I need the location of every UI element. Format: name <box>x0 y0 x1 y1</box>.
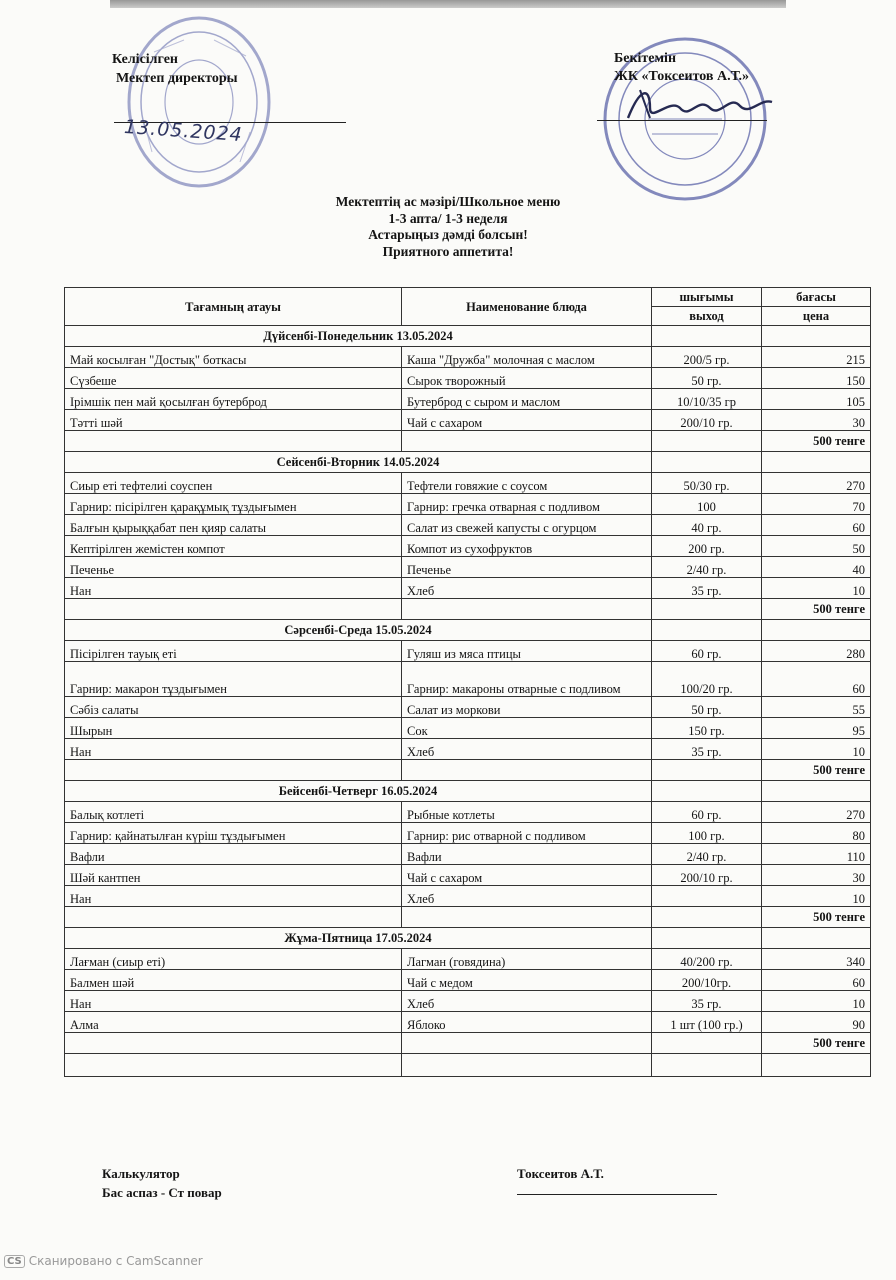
dish-yield <box>652 886 762 907</box>
table-row <box>65 970 871 991</box>
header-price-ru: цена <box>762 307 871 326</box>
handwritten-date: 13.05.2024 <box>123 115 244 147</box>
dish-price: 30 <box>762 865 871 886</box>
signature-icon <box>620 78 780 138</box>
dish-price: 60 <box>762 970 871 991</box>
dish-price: 30 <box>762 410 871 431</box>
dish-name-ru: Хлеб <box>402 886 652 907</box>
dish-price: 110 <box>762 844 871 865</box>
dish-price: 10 <box>762 886 871 907</box>
director-label: Мектеп директоры <box>116 71 238 86</box>
day-total: 500 тенге <box>762 1033 871 1054</box>
day-empty-yield <box>652 781 762 802</box>
dish-yield: 10/10/35 гр <box>652 389 762 410</box>
footer-signatory <box>517 1164 604 1183</box>
total-row <box>65 760 871 781</box>
dish-name-kz: Балмен шәй <box>65 970 402 991</box>
total-empty-kz <box>65 760 402 781</box>
chef-label: Бас аспаз - Ст повар <box>102 1185 222 1200</box>
dish-name-kz: Вафли <box>65 844 402 865</box>
dish-name-ru: Гарнир: рис отварной с подливом <box>402 823 652 844</box>
dish-name-kz: Шәй кантпен <box>65 865 402 886</box>
total-empty-kz <box>65 907 402 928</box>
menu-body <box>65 326 871 1077</box>
dish-name-kz: Алма <box>65 1012 402 1033</box>
dish-name-kz: Пісірілген тауық еті <box>65 641 402 662</box>
dish-name-kz: Нан <box>65 991 402 1012</box>
dish-name-kz: Тәтті шәй <box>65 410 402 431</box>
total-row <box>65 599 871 620</box>
dish-yield: 50/30 гр. <box>652 473 762 494</box>
total-empty-kz <box>65 1033 402 1054</box>
dish-price: 55 <box>762 697 871 718</box>
total-empty-yield <box>652 1033 762 1054</box>
table-row <box>65 739 871 760</box>
header-dish-kz: Тағамның атауы <box>65 288 402 326</box>
header-price-kz: бағасы <box>762 288 871 307</box>
dish-yield: 50 гр. <box>652 697 762 718</box>
dish-price: 50 <box>762 536 871 557</box>
table-row <box>65 662 871 697</box>
scanner-text: Сканировано с CamScanner <box>28 1254 203 1268</box>
dish-name-kz: Печенье <box>65 557 402 578</box>
total-empty-ru <box>402 599 652 620</box>
school-stamp-icon <box>124 12 274 192</box>
table-row <box>65 697 871 718</box>
dish-yield: 60 гр. <box>652 802 762 823</box>
day-empty-price <box>762 326 871 347</box>
day-row <box>65 620 871 641</box>
total-empty-ru <box>402 431 652 452</box>
scanner-watermark <box>4 1254 203 1268</box>
dish-name-ru: Хлеб <box>402 991 652 1012</box>
table-row <box>65 347 871 368</box>
dish-price: 215 <box>762 347 871 368</box>
total-row <box>65 431 871 452</box>
day-total: 500 тенге <box>762 760 871 781</box>
day-row <box>65 452 871 473</box>
table-row <box>65 536 871 557</box>
dish-yield: 50 гр. <box>652 368 762 389</box>
dish-price: 60 <box>762 515 871 536</box>
menu-table <box>64 287 871 1077</box>
dish-yield: 200/10 гр. <box>652 410 762 431</box>
dish-yield: 200/10 гр. <box>652 865 762 886</box>
dish-price: 10 <box>762 991 871 1012</box>
table-row <box>65 410 871 431</box>
dish-yield: 150 гр. <box>652 718 762 739</box>
calculator-label: Калькулятор <box>102 1166 180 1181</box>
dish-name-ru: Салат из моркови <box>402 697 652 718</box>
title-line-1: Мектептің ас мәзірі/Школьное меню <box>335 194 561 209</box>
dish-name-ru: Печенье <box>402 557 652 578</box>
dish-name-ru: Компот из сухофруктов <box>402 536 652 557</box>
header-yield-kz: шығымы <box>652 288 762 307</box>
table-row <box>65 949 871 970</box>
table-row <box>65 389 871 410</box>
dish-yield: 2/40 гр. <box>652 844 762 865</box>
dish-name-kz: Гарнир: қайнатылған күріш тұздығымен <box>65 823 402 844</box>
dish-price: 90 <box>762 1012 871 1033</box>
header-dish-ru: Наименование блюда <box>402 288 652 326</box>
title-line-4: Приятного аппетита! <box>382 243 514 259</box>
table-row <box>65 1012 871 1033</box>
dish-name-kz: Балық котлеті <box>65 802 402 823</box>
day-label: Дүйсенбі-Понедельник 13.05.2024 <box>65 326 652 347</box>
entrepreneur-label: ЖК «Токсеитов А.Т.» <box>614 69 750 84</box>
dish-name-ru: Салат из свежей капусты с огурцом <box>402 515 652 536</box>
empty-cell <box>65 1054 402 1077</box>
dish-name-ru: Лагман (говядина) <box>402 949 652 970</box>
day-label: Сәрсенбі-Среда 15.05.2024 <box>65 620 652 641</box>
dish-yield: 1 шт (100 гр.) <box>652 1012 762 1033</box>
dish-name-kz: Шырын <box>65 718 402 739</box>
dish-yield: 35 гр. <box>652 578 762 599</box>
table-row <box>65 368 871 389</box>
dish-name-ru: Сок <box>402 718 652 739</box>
day-total: 500 тенге <box>762 431 871 452</box>
day-row <box>65 928 871 949</box>
dish-yield: 60 гр. <box>652 641 762 662</box>
total-empty-yield <box>652 760 762 781</box>
scan-edge <box>110 0 786 8</box>
dish-name-kz: Кептірілген жемістен компот <box>65 536 402 557</box>
dish-name-kz: Сәбіз салаты <box>65 697 402 718</box>
total-empty-kz <box>65 431 402 452</box>
dish-yield: 100 гр. <box>652 823 762 844</box>
table-row <box>65 718 871 739</box>
approval-block <box>112 50 238 88</box>
title-line-3: Астарыңыз дәмді болсын! <box>368 227 528 242</box>
dish-name-ru: Яблоко <box>402 1012 652 1033</box>
title-line-2: 1-3 апта/ 1-3 неделя <box>388 210 508 226</box>
table-row <box>65 844 871 865</box>
dish-yield: 200 гр. <box>652 536 762 557</box>
dish-price: 10 <box>762 739 871 760</box>
table-row <box>65 515 871 536</box>
dish-name-ru: Хлеб <box>402 578 652 599</box>
dish-price: 105 <box>762 389 871 410</box>
dish-yield: 35 гр. <box>652 991 762 1012</box>
day-empty-yield <box>652 326 762 347</box>
dish-name-kz: Нан <box>65 739 402 760</box>
dish-name-ru: Сырок творожный <box>402 368 652 389</box>
dish-name-kz: Балғын қырыққабат пен қияр салаты <box>65 515 402 536</box>
total-empty-ru <box>402 1033 652 1054</box>
dish-name-kz: Ірімшік пен май қосылған бутерброд <box>65 389 402 410</box>
dish-price: 60 <box>762 662 871 697</box>
day-empty-yield <box>652 452 762 473</box>
dish-name-kz: Гарнир: пісірілген қарақұмық тұздығымен <box>65 494 402 515</box>
dish-yield: 200/10гр. <box>652 970 762 991</box>
dish-yield: 100/20 гр. <box>652 662 762 697</box>
dish-name-kz: Сиыр еті тефтелиі соуспен <box>65 473 402 494</box>
empty-cell <box>402 1054 652 1077</box>
table-row <box>65 991 871 1012</box>
table-row <box>65 473 871 494</box>
dish-name-kz: Нан <box>65 578 402 599</box>
table-row <box>65 823 871 844</box>
dish-price: 95 <box>762 718 871 739</box>
dish-name-ru: Каша "Дружба" молочная с маслом <box>402 347 652 368</box>
day-empty-price <box>762 781 871 802</box>
confirm-label: Бекітемін <box>614 51 677 66</box>
total-row <box>65 1033 871 1054</box>
empty-cell <box>762 1054 871 1077</box>
dish-name-ru: Рыбные котлеты <box>402 802 652 823</box>
total-empty-yield <box>652 431 762 452</box>
camscanner-icon: CS <box>4 1255 25 1268</box>
dish-name-ru: Чай с сахаром <box>402 410 652 431</box>
day-total: 500 тенге <box>762 907 871 928</box>
dish-yield: 200/5 гр. <box>652 347 762 368</box>
table-row <box>65 865 871 886</box>
day-label: Бейсенбі-Четверг 16.05.2024 <box>65 781 652 802</box>
day-empty-yield <box>652 620 762 641</box>
dish-name-kz: Май косылған "Достық" боткасы <box>65 347 402 368</box>
dish-price: 70 <box>762 494 871 515</box>
dish-name-ru: Хлеб <box>402 739 652 760</box>
dish-name-ru: Бутерброд с сыром и маслом <box>402 389 652 410</box>
footer-signature-line <box>517 1194 717 1195</box>
dish-price: 40 <box>762 557 871 578</box>
menu-title <box>0 194 896 260</box>
empty-row <box>65 1054 871 1077</box>
dish-name-ru: Чай с сахаром <box>402 865 652 886</box>
total-empty-ru <box>402 760 652 781</box>
day-total: 500 тенге <box>762 599 871 620</box>
dish-name-kz: Сүзбеше <box>65 368 402 389</box>
dish-price: 270 <box>762 473 871 494</box>
dish-name-kz: Лағман (сиыр еті) <box>65 949 402 970</box>
total-empty-kz <box>65 599 402 620</box>
dish-name-ru: Чай с медом <box>402 970 652 991</box>
dish-price: 150 <box>762 368 871 389</box>
dish-price: 270 <box>762 802 871 823</box>
table-row <box>65 557 871 578</box>
dish-yield: 40/200 гр. <box>652 949 762 970</box>
table-row <box>65 578 871 599</box>
dish-name-ru: Гарнир: гречка отварная с подливом <box>402 494 652 515</box>
day-row <box>65 781 871 802</box>
day-row <box>65 326 871 347</box>
dish-yield: 2/40 гр. <box>652 557 762 578</box>
dish-name-ru: Гуляш из мяса птицы <box>402 641 652 662</box>
total-empty-yield <box>652 599 762 620</box>
table-row <box>65 802 871 823</box>
table-row <box>65 886 871 907</box>
dish-price: 10 <box>762 578 871 599</box>
dish-name-kz: Гарнир: макарон тұздығымен <box>65 662 402 697</box>
dish-name-ru: Вафли <box>402 844 652 865</box>
day-empty-price <box>762 452 871 473</box>
day-empty-yield <box>652 928 762 949</box>
table-row <box>65 641 871 662</box>
footer-calculator <box>102 1164 222 1202</box>
total-empty-ru <box>402 907 652 928</box>
day-empty-price <box>762 928 871 949</box>
table-row <box>65 494 871 515</box>
total-row <box>65 907 871 928</box>
dish-name-kz: Нан <box>65 886 402 907</box>
total-empty-yield <box>652 907 762 928</box>
dish-name-ru: Тефтели говяжие с соусом <box>402 473 652 494</box>
dish-price: 80 <box>762 823 871 844</box>
empty-cell <box>652 1054 762 1077</box>
day-empty-price <box>762 620 871 641</box>
header-yield-ru: выход <box>652 307 762 326</box>
signatory-name: Токсеитов А.Т. <box>517 1166 604 1181</box>
dish-yield: 35 гр. <box>652 739 762 760</box>
dish-name-ru: Гарнир: макароны отварные с подливом <box>402 662 652 697</box>
dish-yield: 100 <box>652 494 762 515</box>
dish-price: 280 <box>762 641 871 662</box>
dish-price: 340 <box>762 949 871 970</box>
approved-label: Келісілген <box>112 52 178 67</box>
dish-yield: 40 гр. <box>652 515 762 536</box>
day-label: Жұма-Пятница 17.05.2024 <box>65 928 652 949</box>
day-label: Сейсенбі-Вторник 14.05.2024 <box>65 452 652 473</box>
